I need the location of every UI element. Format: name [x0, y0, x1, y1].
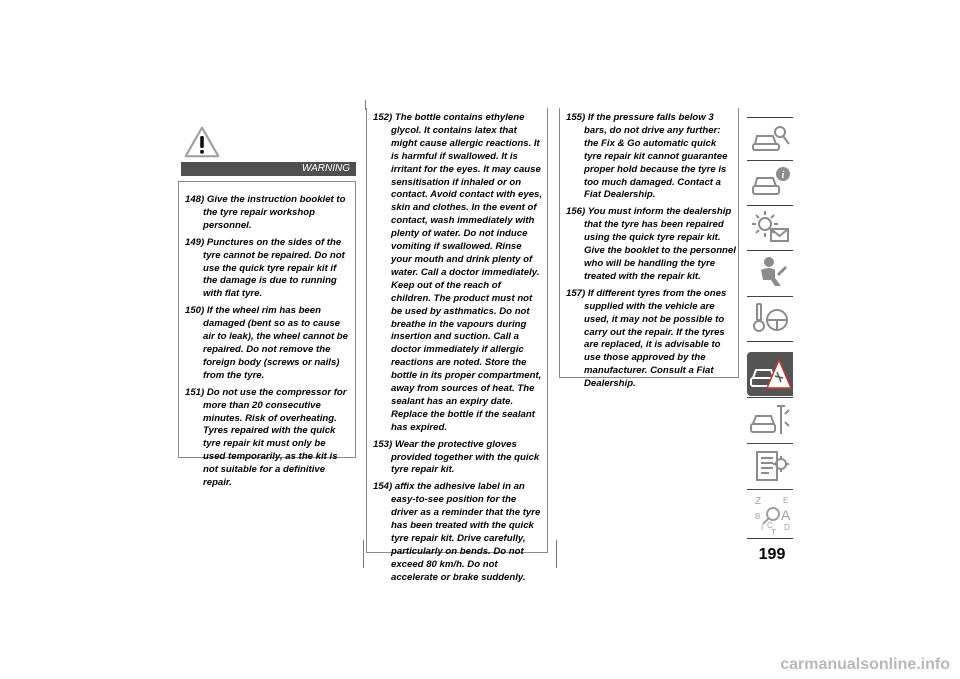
tab-divider: [747, 160, 793, 161]
car-search-icon: [747, 118, 793, 159]
sidebar-tab-car-search[interactable]: [747, 118, 793, 159]
sidebar-tab-document-gear[interactable]: [747, 446, 793, 487]
index-letter: A: [781, 507, 791, 523]
warning-column-3: [559, 108, 739, 390]
tab-divider: [747, 443, 793, 444]
index-letter: B: [755, 512, 761, 521]
column-divider: [556, 540, 557, 568]
tab-divider: [747, 341, 793, 342]
alphabet-index-icon: [747, 492, 793, 538]
tab-divider: [747, 205, 793, 206]
warning-item-151: 151) Do not use the compressor for more than 20 consecutive minutes. Risk of overheating. Tyres repaired with the quick tyre repair kit must only be used temporarily, as the kit is not suitable for a definitive repair.: [185, 386, 347, 489]
car-info-icon: [747, 162, 793, 203]
warning-title: WARNING: [181, 162, 356, 176]
column-divider: [363, 540, 364, 568]
index-letter: T: [771, 528, 776, 537]
tab-divider: [747, 538, 793, 539]
key-steering-wheel-icon: [747, 298, 793, 339]
page-number: 199: [758, 546, 786, 563]
warning-box: [178, 181, 356, 489]
warning-item-148: 148) Give the instruction booklet to the tyre repair workshop personnel.: [185, 194, 346, 231]
lights-message-icon: [747, 207, 793, 248]
watermark: carmanualsonline.info: [780, 656, 950, 673]
warning-item-152: 152) The bottle contains ethylene glycol. It contains latex that might cause allergic reactions. It is harmful if swallowed. It is irritant for the eyes. It may cause sensitisation if inhaled or on contact. Avoid contact with eyes, skin and clothes. In the event of contact, wash immediately with plenty of water. Do not induce vomiting if swallowed. Rinse your mouth and drink plenty of water. Call a doctor immediately. Keep out of the reach of children. The product must not be used by asthmatics. Do not breathe in the vapours during insertion and suction. Call a doctor immediately if allergic reactions are noted. Store the bottle in its proper compartment, away from sources of heat. The sealant has an expiry date. Replace the bottle if the sealant has expired.: [373, 112, 543, 433]
seated-person-icon: [747, 252, 793, 293]
sidebar-tab-seated-person[interactable]: [747, 252, 793, 293]
tab-divider: [747, 397, 793, 398]
tab-divider: [747, 296, 793, 297]
svg-text:i: i: [781, 170, 785, 181]
sidebar-tab-lights-message[interactable]: [747, 207, 793, 248]
warning-item-157: 157) If different tyres from the ones supplied with the vehicle are used, it may not be possible to carry out the repair. If the tyres are replaced, it is advisable to use those approved by the manufacturer. Consult a Fiat Dealership.: [566, 287, 727, 390]
car-warning-triangle-icon: [747, 352, 793, 396]
sidebar-tab-car-wrench[interactable]: [747, 400, 793, 441]
warning-item-149: 149) Punctures on the sides of the tyre cannot be repaired. Do not use the quick tyre repair kit if the damage is due to running with flat tyre.: [185, 236, 345, 300]
tab-divider: [747, 489, 793, 490]
warning-item-156: 156) You must inform the dealership that the tyre has been repaired using the quick tyre repair kit. Give the booklet to the personnel who will be handling the tyre treated with the repair kit.: [566, 206, 736, 282]
warning-icon: [184, 126, 220, 158]
index-letter: D: [784, 523, 790, 532]
sidebar-tab-car-info[interactable]: [747, 162, 793, 203]
warning-item-155: 155) If the pressure falls below 3 bars, do not drive any further: the Fix & Go automatic quick tyre repair kit cannot guarantee proper hold because the tyre is too much damaged. Contact a Fiat Dealership.: [566, 112, 728, 201]
index-letter: I: [761, 523, 764, 532]
index-letter: E: [783, 496, 789, 505]
sidebar-tab-emergency[interactable]: [747, 352, 793, 396]
warning-item-154: 154) affix the adhesive label in an easy-to-see position for the driver as a reminder that the tyre has been treated with the quick tyre repair kit. Drive carefully, particularly on bends. Do not exceed 80 km/h. Do not accelerate or brake suddenly.: [373, 481, 541, 583]
warning-item-153: 153) Wear the protective gloves provided together with the quick tyre repair kit.: [373, 438, 540, 476]
index-letter: C: [767, 521, 773, 530]
tab-divider: [747, 250, 793, 251]
warning-column-2: [366, 108, 548, 583]
warning-item-150: 150) If the wheel rim has been damaged (bent so as to cause air to leak), the wheel cannot be repaired. Do not remove the foreign body (screws or nails) from the tyre.: [185, 305, 349, 381]
sidebar-tab-index[interactable]: [747, 492, 793, 538]
sidebar-tab-key-steering[interactable]: [747, 298, 793, 339]
document-gear-icon: [747, 446, 793, 487]
index-letter: Z: [755, 496, 762, 507]
car-wrench-icon: [747, 400, 793, 441]
